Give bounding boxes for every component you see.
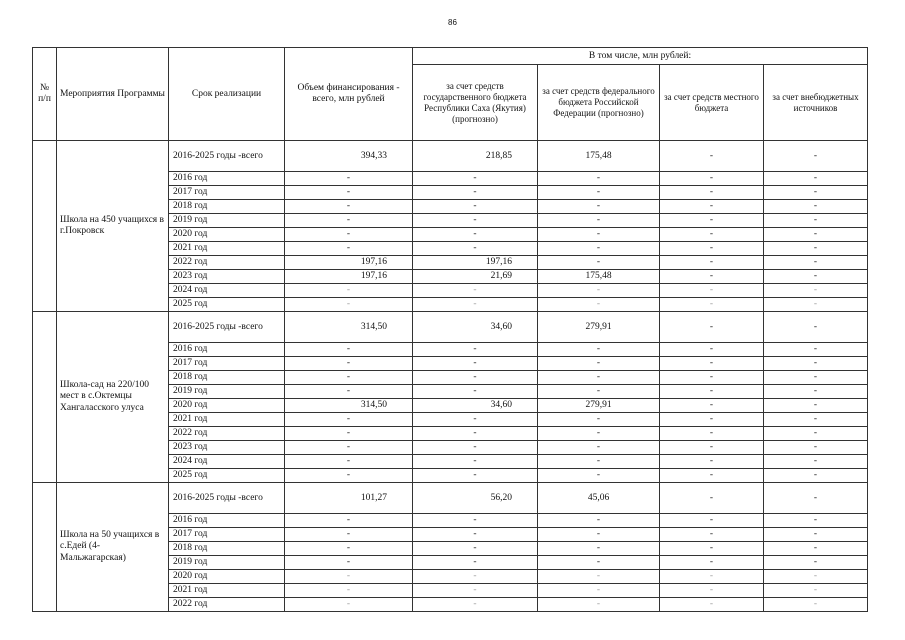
period-cell: 2020 год [169,570,285,584]
header-period: Срок реализации [169,48,285,141]
value-cell: 279,91 [538,399,660,413]
period-cell: 2022 год [169,598,285,612]
value-cell: - [660,228,764,242]
table-body [33,48,868,612]
period-cell: 2022 год [169,427,285,441]
value-cell: - [538,455,660,469]
value-cell: - [285,385,413,399]
value-cell: 394,33 [285,141,413,172]
value-cell: - [413,172,538,186]
value-cell: - [660,570,764,584]
value-cell: 197,16 [285,270,413,284]
value-cell: - [285,441,413,455]
value-cell: - [764,312,868,343]
period-cell: 2023 год [169,270,285,284]
period-cell: 2017 год [169,357,285,371]
header-federal: за счет средств федерального бюджета Российской Федерации (прогнозно) [538,65,660,141]
value-cell: - [285,242,413,256]
value-cell: - [285,298,413,312]
value-cell: - [660,427,764,441]
value-cell: - [660,141,764,172]
period-cell: 2019 год [169,385,285,399]
value-cell: - [538,357,660,371]
value-cell: - [538,385,660,399]
value-cell: - [538,298,660,312]
value-cell: - [538,542,660,556]
value-cell: 34,60 [413,312,538,343]
value-cell: - [413,455,538,469]
value-cell: - [764,256,868,270]
value-cell: - [413,584,538,598]
value-cell: - [413,298,538,312]
value-cell: - [285,343,413,357]
value-cell: - [660,284,764,298]
value-cell: - [660,455,764,469]
value-cell: - [538,200,660,214]
value-cell: - [285,528,413,542]
page-number: 86 [448,18,457,27]
value-cell: 197,16 [413,256,538,270]
value-cell: - [660,469,764,483]
period-cell: 2018 год [169,542,285,556]
header-group: В том числе, млн рублей: [413,48,868,65]
value-cell: - [764,343,868,357]
value-cell: - [660,371,764,385]
period-cell: 2016 год [169,514,285,528]
value-cell: - [285,172,413,186]
value-cell: - [764,172,868,186]
value-cell: - [538,214,660,228]
value-cell: - [538,469,660,483]
period-cell: 2019 год [169,214,285,228]
value-cell: - [538,514,660,528]
row-number-cell [33,312,57,483]
value-cell: - [660,399,764,413]
value-cell: - [660,186,764,200]
value-cell: 175,48 [538,141,660,172]
value-cell: - [413,528,538,542]
value-cell: - [764,528,868,542]
value-cell: - [538,441,660,455]
value-cell: - [413,556,538,570]
value-cell: - [538,413,660,427]
value-cell: 21,69 [413,270,538,284]
value-cell: - [660,441,764,455]
period-cell: 2024 год [169,455,285,469]
value-cell: - [413,242,538,256]
value-cell: - [764,371,868,385]
value-cell: - [764,570,868,584]
header-total: Объем финансирования - всего, млн рублей [285,48,413,141]
value-cell: - [764,469,868,483]
value-cell: - [413,371,538,385]
value-cell: 101,27 [285,483,413,514]
value-cell: - [660,598,764,612]
period-cell: 2018 год [169,371,285,385]
value-cell: - [285,570,413,584]
value-cell: 56,20 [413,483,538,514]
value-cell: - [413,427,538,441]
value-cell: - [764,556,868,570]
value-cell: - [660,242,764,256]
value-cell: - [538,570,660,584]
value-cell: - [285,542,413,556]
value-cell: - [413,469,538,483]
value-cell: - [764,598,868,612]
value-cell: - [538,172,660,186]
value-cell: - [660,413,764,427]
value-cell: - [660,256,764,270]
value-cell: - [660,200,764,214]
period-cell: 2016 год [169,343,285,357]
value-cell: - [538,528,660,542]
total-row [33,141,868,172]
value-cell: - [538,371,660,385]
value-cell: - [538,556,660,570]
event-name: Школа-сад на 220/100 мест в с.Октемцы Хангаласского улуса [57,312,169,483]
value-cell: - [764,413,868,427]
value-cell: - [660,312,764,343]
value-cell: - [660,214,764,228]
value-cell: - [660,172,764,186]
value-cell: - [285,413,413,427]
period-cell: 2024 год [169,284,285,298]
value-cell: - [660,385,764,399]
value-cell: - [764,228,868,242]
header-state: за счет средств государственного бюджета Республики Саха (Якутия) (прогнозно) [413,65,538,141]
value-cell: - [764,542,868,556]
value-cell: - [285,598,413,612]
value-cell: - [538,584,660,598]
value-cell: - [764,186,868,200]
value-cell: - [764,483,868,514]
value-cell: - [413,228,538,242]
value-cell: - [764,200,868,214]
value-cell: 45,06 [538,483,660,514]
header-row-top [33,48,868,65]
event-name: Школа на 450 учащихся в г.Покровск [57,141,169,312]
value-cell: - [285,200,413,214]
value-cell: 197,16 [285,256,413,270]
period-cell: 2017 год [169,528,285,542]
value-cell: - [764,214,868,228]
value-cell: - [660,343,764,357]
header-extra: за счет внебюджетных источников [764,65,868,141]
value-cell: 218,85 [413,141,538,172]
value-cell: - [538,256,660,270]
value-cell: - [285,284,413,298]
value-cell: - [764,284,868,298]
value-cell: - [285,214,413,228]
period-cell: 2021 год [169,242,285,256]
header-num: № п/п [33,48,57,141]
value-cell: - [285,427,413,441]
period-cell: 2021 год [169,413,285,427]
value-cell: - [285,455,413,469]
value-cell: - [660,528,764,542]
value-cell: 175,48 [538,270,660,284]
value-cell: - [538,186,660,200]
value-cell: - [285,228,413,242]
value-cell: - [764,141,868,172]
value-cell: - [764,441,868,455]
row-number-cell [33,483,57,612]
value-cell: - [660,298,764,312]
value-cell: - [413,357,538,371]
value-cell: - [538,427,660,441]
period-cell: 2018 год [169,200,285,214]
value-cell: - [285,371,413,385]
value-cell: - [413,570,538,584]
period-cell: 2022 год [169,256,285,270]
value-cell: - [413,441,538,455]
value-cell: - [764,514,868,528]
value-cell: - [285,186,413,200]
value-cell: - [764,270,868,284]
value-cell: - [413,186,538,200]
value-cell: 314,50 [285,312,413,343]
value-cell: - [538,228,660,242]
value-cell: 34,60 [413,399,538,413]
period-cell: 2016-2025 годы -всего [169,312,285,343]
value-cell: 314,50 [285,399,413,413]
value-cell: - [285,469,413,483]
value-cell: - [764,584,868,598]
value-cell: - [660,357,764,371]
value-cell: - [660,542,764,556]
header-events: Мероприятия Программы [57,48,169,141]
value-cell: - [413,413,538,427]
period-cell: 2025 год [169,298,285,312]
period-cell: 2023 год [169,441,285,455]
value-cell: - [660,584,764,598]
value-cell: - [764,242,868,256]
value-cell: - [764,385,868,399]
period-cell: 2017 год [169,186,285,200]
period-cell: 2016-2025 годы -всего [169,483,285,514]
period-cell: 2020 год [169,399,285,413]
value-cell: - [413,542,538,556]
value-cell: - [660,483,764,514]
total-row [33,312,868,343]
value-cell: - [413,385,538,399]
value-cell: - [413,598,538,612]
value-cell: - [538,242,660,256]
value-cell: - [413,284,538,298]
value-cell: - [413,200,538,214]
period-cell: 2020 год [169,228,285,242]
value-cell: - [764,357,868,371]
value-cell: - [538,284,660,298]
value-cell: - [413,514,538,528]
row-number-cell [33,141,57,312]
period-cell: 2025 год [169,469,285,483]
value-cell: 279,91 [538,312,660,343]
value-cell: - [413,343,538,357]
event-name: Школа на 50 учащихся в с.Едей (4-Мальжагарская) [57,483,169,612]
header-local: за счет средств местного бюджета [660,65,764,141]
value-cell: - [660,514,764,528]
period-cell: 2016 год [169,172,285,186]
funding-table [32,47,868,612]
value-cell: - [538,343,660,357]
value-cell: - [413,214,538,228]
value-cell: - [764,455,868,469]
period-cell: 2021 год [169,584,285,598]
value-cell: - [285,514,413,528]
total-row [33,483,868,514]
value-cell: - [285,556,413,570]
value-cell: - [538,598,660,612]
value-cell: - [764,298,868,312]
period-cell: 2019 год [169,556,285,570]
value-cell: - [764,399,868,413]
value-cell: - [285,584,413,598]
value-cell: - [660,556,764,570]
value-cell: - [285,357,413,371]
period-cell: 2016-2025 годы -всего [169,141,285,172]
value-cell: - [764,427,868,441]
value-cell: - [660,270,764,284]
